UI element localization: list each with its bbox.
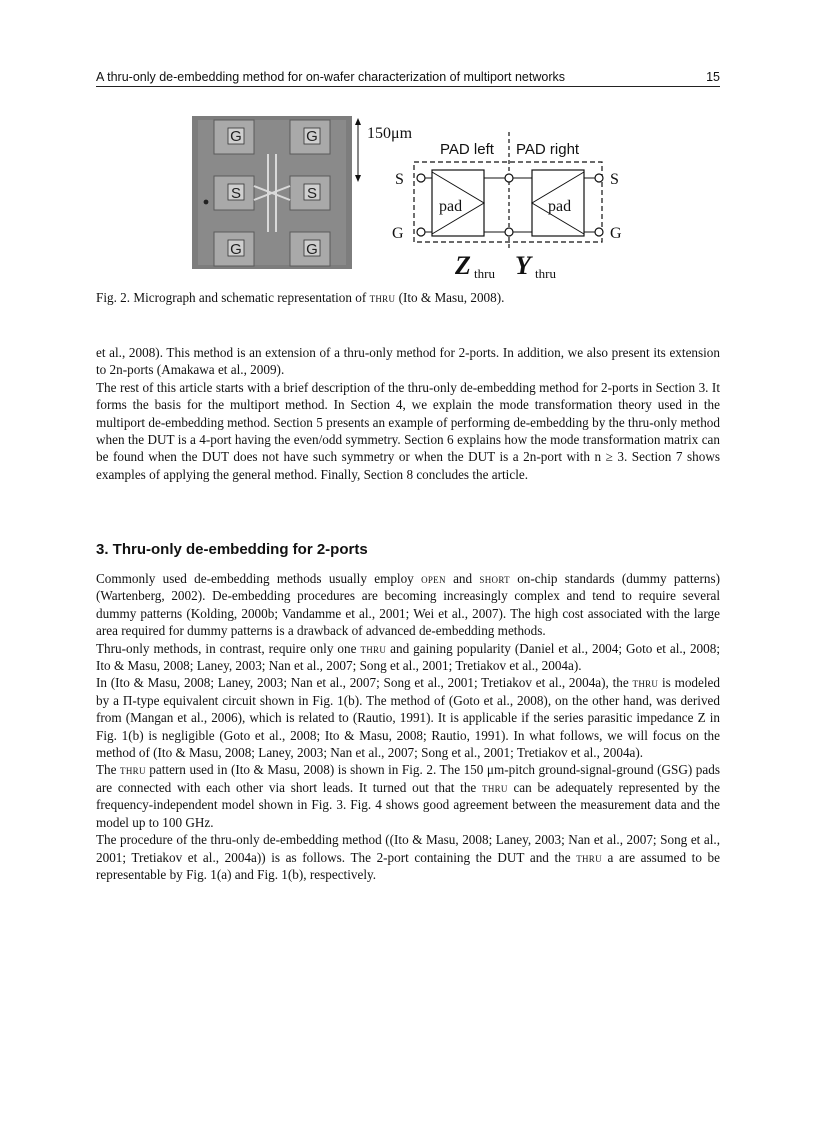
intro-continuation [96,344,720,483]
body-paragraph-4: The thru pattern used in (Ito & Masu, 2008) is shown in Fig. 2. The 150 μm-pitch ground-signal-ground (GSG) pads are connected with each other via short leads. It turned out that the thru can be adequately represented by the frequency-independent model shown in Fig. 3. Fig. 4 shows good agreement between the measurement data and the model up to 100 GHz. [96,762,720,830]
body-paragraph-5: The procedure of the thru-only de-embedding method ((Ito & Masu, 2008; Laney, 2003; Nan et al., 2007; Song et al., 2001; Tretiakov et al., 2004a)) is as follows. The 2-port containing the DUT and the thru a are assumed to be representable by Fig. 1(a) and Fig. 1(b), respectively. [96,832,720,882]
micro-label-g4: G [306,241,318,258]
section-heading: 3. Thru-only de-embedding for 2-ports [96,541,368,558]
caption-suffix: (Ito & Masu, 2008). [395,290,505,305]
caption-thru: thru [369,290,396,305]
section-3-body [96,570,720,883]
running-title: A thru-only de-embedding method for on-wafer characterization of multiport networks [96,70,565,84]
running-head [96,70,720,87]
y-thru-subscript: thru [535,266,556,281]
body-paragraph-1: Commonly used de-embedding methods usually employ open and short on-chip standards (dummy patterns) (Wartenberg, 2002). De-embedding procedures are becoming increasingly complex and tend to require several dummy patterns (Kolding, 2000b; Vandamme et al., 2001; Wei et al., 2007). The high cost associated with the large area required for dummy patterns is a drawback of advanced de-embedding methods. [96,571,720,639]
micro-label-s2: S [306,185,318,202]
port-s-left: S [395,171,404,188]
port-s-right: S [610,171,619,188]
pad-right-label: PAD right [516,141,580,158]
micrograph [192,116,352,269]
port-g-right: G [610,225,622,242]
y-thru-symbol: Y [515,251,531,280]
z-thru-subscript: thru [474,266,495,281]
schematic [392,132,622,281]
micro-label-g2: G [306,128,318,145]
paragraph-1: et al., 2008). This method is an extension of a thru-only method for 2-ports. In addition, we also present its extension to 2n-ports (Amakawa et al., 2009). [96,345,720,378]
micro-label-g3: G [230,241,242,258]
paragraph-2: The rest of this article starts with a brief description of the thru-only de-embedding method for 2-ports in Section 3. It forms the basis for the multiport method. In Section 4, we explain the mode transformation theory used in the multiport de-embedding method. Section 5 presents an example of performing de-embedding by the thru-only method when the DUT is a 4-port having the even/odd symmetry. Section 6 explains how the mode transformation matrix can be found when the DUT does not have such symmetry or when the DUT is a 2n-port with n ≥ 3. Section 7 shows examples of applying the general method. Finally, Section 8 concludes the article. [96,379,720,482]
micro-label-s1: S [230,185,242,202]
scale-label: 150μm [367,125,413,142]
micro-label-g1: G [230,128,242,145]
page-number: 15 [706,70,720,84]
body-paragraph-3: In (Ito & Masu, 2008; Laney, 2003; Nan et al., 2007; Song et al., 2001; Tretiakov et al., 2004a), the thru is modeled by a Π-type equivalent circuit shown in Fig. 1(b). The method of (Goto et al., 2008), on the other hand, was derived from (Mangan et al., 2006), which is related to (Rautio, 1991). It is applicable if the series parasitic impedance Z in Fig. 1(b) is negligible (Goto et al., 2008; Ito & Masu, 2008; Rautio, 1991). In what follows, we will focus on the method of (Ito & Masu, 2008; Laney, 2003; Nan et al., 2007; Song et al., 2001; Tretiakov et al., 2004a). [96,675,720,761]
pad-left-box-label: pad [439,198,463,215]
z-thru-symbol: Z [455,251,471,280]
figure-caption [96,290,504,306]
pad-left-label: PAD left [440,141,494,158]
figure-2 [192,116,652,281]
pad-right-box-label: pad [548,198,572,215]
scale-bar [355,118,413,182]
body-paragraph-2: Thru-only methods, in contrast, require only one thru and gaining popularity (Daniel et al., 2004; Goto et al., 2008; Ito & Masu, 2008; Laney, 2003; Nan et al., 2007; Song et al., 2001; Tretiakov et al., 2004a). [96,640,720,674]
caption-prefix: Fig. 2. Micrograph and schematic representation of [96,290,370,305]
port-g-left: G [392,225,404,242]
